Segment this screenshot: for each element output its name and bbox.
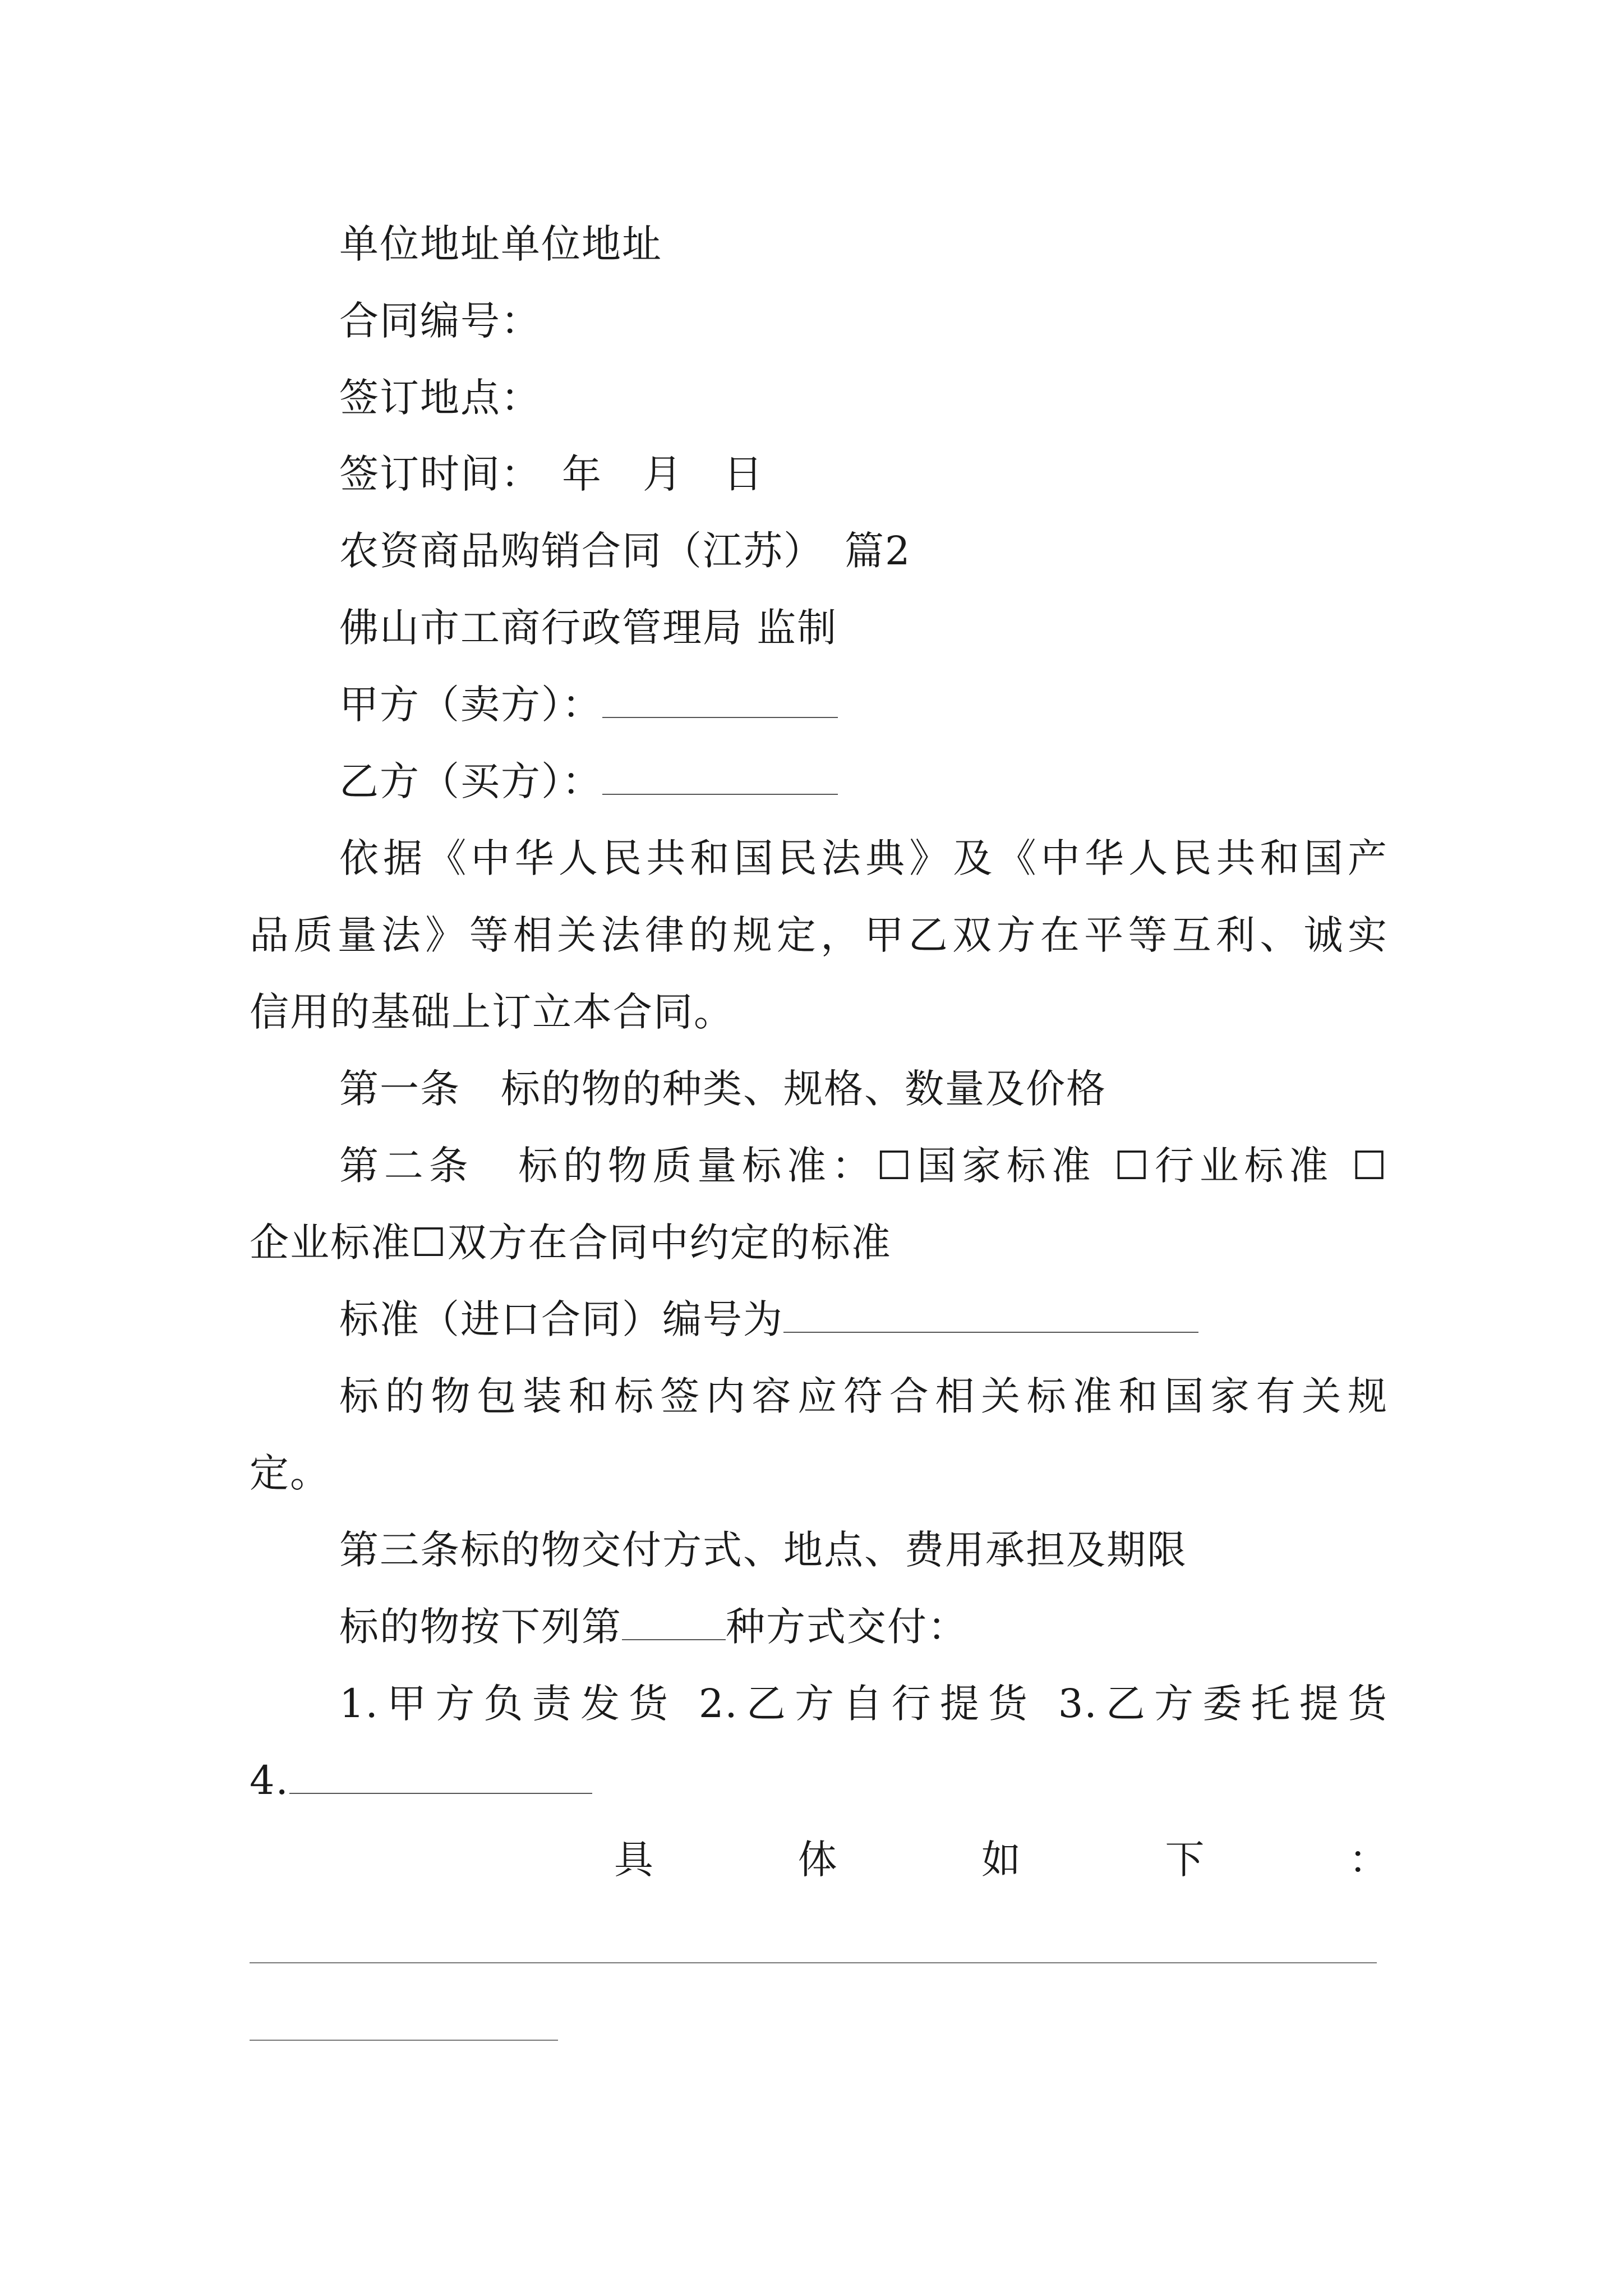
party-b-line: [339, 756, 838, 807]
signing-place: 签订地点：: [339, 375, 541, 421]
unit-address: 单位地址单位地址: [339, 221, 662, 267]
packaging-line-2: 定。: [250, 1450, 330, 1496]
preamble-line-2: 品质量法》等相关法律的规定，甲乙双方在平等互利、诚实: [250, 912, 1388, 958]
option-4-blank: [289, 1759, 592, 1794]
option-4-label: 4.: [250, 1757, 289, 1803]
party-a-label: 甲方（卖方）：: [339, 682, 602, 728]
standard-number-blank: [783, 1298, 1198, 1333]
party-a-line: [339, 679, 838, 730]
delivery-method-post: 种方式交付：: [726, 1604, 968, 1650]
packaging-line-1: 标的物包装和标签内容应符合相关标准和国家有关规: [339, 1373, 1388, 1419]
standard-number-line: [339, 1294, 1198, 1345]
delivery-options-line-2: [250, 1755, 592, 1806]
details-blank-line-2: [250, 2040, 558, 2041]
details-blank-line-1: [250, 1962, 1377, 1963]
preamble-line-3: 信用的基础上订立本合同。: [250, 989, 734, 1035]
party-b-label: 乙方（买方）：: [339, 758, 602, 804]
details-char-4: 下: [1165, 1837, 1205, 1883]
delivery-options-line-1: 1.甲方负责发货 2.乙方自行提货 3.乙方委托提货: [339, 1681, 1388, 1727]
delivery-method-pre: 标的物按下列第: [339, 1604, 622, 1650]
section-title: 农资商品购销合同（江苏） 篇2: [339, 528, 911, 574]
details-heading: [614, 1834, 1388, 1885]
contract-number: 合同编号：: [339, 298, 541, 344]
delivery-method-line: [339, 1602, 968, 1652]
details-char-2: 体: [797, 1837, 837, 1883]
article-2-line-1: 第二条 标的物质量标准：☐国家标准 ☐行业标准 ☐: [339, 1143, 1388, 1189]
party-b-blank: [602, 760, 838, 795]
details-char-3: 如: [981, 1837, 1021, 1883]
details-char-1: 具: [614, 1837, 653, 1883]
signing-date: 签订时间： 年 月 日: [339, 451, 764, 497]
details-char-5: ：: [1349, 1837, 1388, 1883]
supervisor-line: 佛山市工商行政管理局 监制: [339, 605, 838, 651]
party-a-blank: [602, 683, 838, 718]
delivery-method-blank: [622, 1605, 726, 1640]
article-3: 第三条标的物交付方式、地点、费用承担及期限: [339, 1527, 1187, 1573]
article-1: 第一条 标的物的种类、规格、数量及价格: [339, 1066, 1106, 1112]
standard-number-label: 标准（进口合同）编号为: [339, 1296, 783, 1342]
preamble-line-1: 依据《中华人民共和国民法典》及《中华人民共和国产: [339, 835, 1388, 881]
article-2-line-2: 企业标准☐双方在合同中约定的标准: [250, 1220, 892, 1266]
